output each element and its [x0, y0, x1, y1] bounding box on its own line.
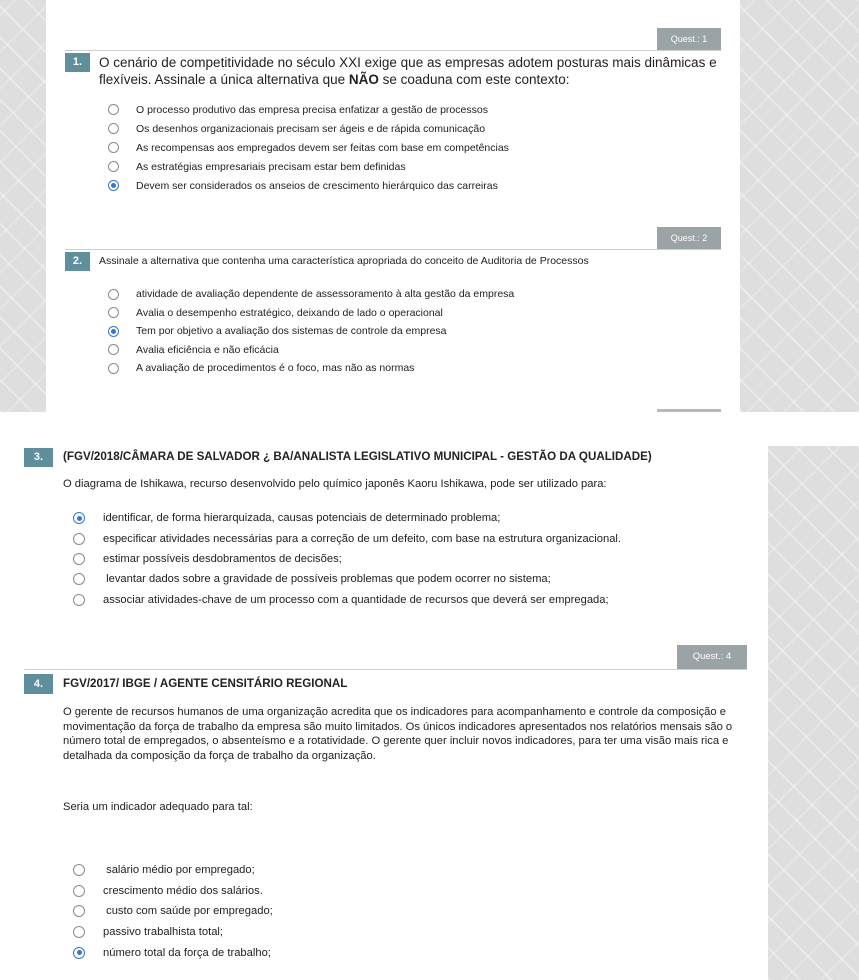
radio-button[interactable]: [73, 885, 85, 897]
question-4-option[interactable]: [73, 942, 273, 963]
next-tab-edge: [657, 409, 721, 412]
option-label: atividade de avaliação dependente de assessoramento à alta gestão da empresa: [136, 288, 515, 301]
question-4-option[interactable]: [73, 860, 273, 881]
radio-button[interactable]: [108, 307, 119, 318]
option-label: custo com saúde por empregado;: [103, 905, 273, 918]
question-1-tab: Quest.: 1: [657, 28, 721, 50]
question-3-number: 3.: [24, 448, 53, 467]
question-4-tab: Quest.: 4: [677, 645, 747, 669]
question-2-options: [108, 285, 514, 378]
radio-button[interactable]: [108, 344, 119, 355]
question-1-option[interactable]: [108, 100, 509, 119]
option-label: A avaliação de procedimentos é o foco, mas não as normas: [136, 362, 415, 375]
question-1-number: 1.: [65, 53, 90, 72]
question-1-prompt-emphasis: NÃO: [348, 72, 379, 87]
radio-button-selected[interactable]: [73, 512, 85, 524]
question-4-option[interactable]: [73, 922, 273, 943]
question-2-option[interactable]: [108, 322, 514, 341]
question-3-option[interactable]: [73, 508, 621, 528]
radio-button[interactable]: [73, 864, 85, 876]
question-1-option[interactable]: [108, 119, 509, 138]
question-2-number: 2.: [65, 252, 90, 271]
option-label: Avalia o desempenho estratégico, deixando de lado o operacional: [136, 306, 443, 319]
right-background-pattern-bottom: [768, 446, 859, 980]
question-4-option[interactable]: [73, 901, 273, 922]
option-label: salário médio por empregado;: [103, 864, 255, 877]
radio-button[interactable]: [108, 104, 119, 115]
question-3-title: (FGV/2018/CÂMARA DE SALVADOR ¿ BA/ANALISTA LEGISLATIVO MUNICIPAL - GESTÃO DA QUALIDADE): [63, 450, 652, 463]
right-background-pattern-top: [740, 0, 859, 412]
radio-button[interactable]: [108, 289, 119, 300]
question-1-prompt-text: O cenário de competitividade no século XXI exige que as empresas adotem posturas mais dinâmicas e flexíveis. Assinale a única alternativa que: [99, 55, 717, 87]
question-1-options: [108, 100, 509, 195]
radio-button[interactable]: [73, 594, 85, 606]
option-label: As recompensas aos empregados devem ser feitas com base em competências: [136, 141, 509, 154]
option-label: O processo produtivo das empresa precisa enfatizar a gestão de processos: [136, 103, 488, 116]
option-label: Avalia eficiência e não eficácia: [136, 343, 279, 356]
question-4-options: [73, 860, 273, 963]
option-label: Devem ser considerados os anseios de crescimento hierárquico das carreiras: [136, 179, 498, 192]
radio-button-selected[interactable]: [108, 180, 119, 191]
radio-button[interactable]: [73, 533, 85, 545]
question-2-prompt: Assinale a alternativa que contenha uma característica apropriada do conceito de Auditoria de Processos: [99, 255, 589, 267]
question-4-paragraph: O gerente de recursos humanos de uma organização acredita que os indicadores para acompanhamento e controle da composição e movimentação da força de trabalho da empresa são muito limitados. Os únicos indicadores apresentados nos relatórios mensais são o número total de empregados, o absenteísmo e a rotatividade. O gerente quer incluir novos indicadores, para ter uma visão mais rica e detalhada da composição da força de trabalho da organização.: [63, 706, 733, 762]
radio-button[interactable]: [73, 926, 85, 938]
option-label: As estratégias empresariais precisam estar bem definidas: [136, 160, 406, 173]
radio-button[interactable]: [108, 142, 119, 153]
question-1-option[interactable]: [108, 157, 509, 176]
question-3-option[interactable]: [73, 528, 621, 548]
option-label: Os desenhos organizacionais precisam ser ágeis e de rápida comunicação: [136, 122, 486, 135]
option-label: especificar atividades necessárias para a correção de um defeito, com base na estrutura organizacional.: [103, 532, 622, 545]
radio-button-selected[interactable]: [73, 947, 85, 959]
question-4-question: Seria um indicador adequado para tal:: [63, 801, 253, 813]
option-label: associar atividades-chave de um processo com a quantidade de recursos que deverá ser empregada;: [103, 593, 609, 606]
question-1-option[interactable]: [108, 138, 509, 157]
question-3-option[interactable]: [73, 549, 621, 569]
question-2-option[interactable]: [108, 341, 514, 360]
radio-button[interactable]: [108, 363, 119, 374]
question-4-panel: [0, 636, 768, 980]
radio-button[interactable]: [73, 573, 85, 585]
radio-button[interactable]: [108, 161, 119, 172]
question-1-divider: [65, 50, 721, 51]
question-2-option[interactable]: [108, 304, 514, 323]
option-label: identificar, de forma hierarquizada, causas potenciais de determinado problema;: [103, 512, 501, 525]
option-label: passivo trabalhista total;: [103, 926, 224, 939]
question-3-option[interactable]: [73, 590, 621, 610]
question-2-option[interactable]: [108, 359, 514, 378]
radio-button[interactable]: [73, 553, 85, 565]
option-label: Tem por objetivo a avaliação dos sistemas de controle da empresa: [136, 325, 447, 338]
option-label: crescimento médio dos salários.: [103, 884, 263, 897]
question-2-tab: Quest.: 2: [657, 227, 721, 249]
question-3-panel: [0, 446, 768, 636]
question-1-prompt-end: se coaduna com este contexto:: [378, 72, 570, 87]
question-3-option[interactable]: [73, 569, 621, 589]
question-1-prompt: [99, 54, 719, 88]
option-label: levantar dados sobre a gravidade de possíveis problemas que podem ocorrer no sistema;: [103, 573, 551, 586]
question-1-panel: [46, 0, 740, 412]
radio-button[interactable]: [108, 123, 119, 134]
left-background-pattern: [0, 0, 46, 412]
question-2-option[interactable]: [108, 285, 514, 304]
radio-button[interactable]: [73, 905, 85, 917]
question-3-prompt: O diagrama de Ishikawa, recurso desenvolvido pelo químico japonês Kaoru Ishikawa, pode ser utilizado para:: [63, 478, 607, 490]
question-2-divider: [65, 249, 721, 250]
option-label: número total da força de trabalho;: [103, 946, 271, 959]
question-3-options: [73, 508, 621, 610]
question-4-number: 4.: [24, 674, 53, 694]
radio-button-selected[interactable]: [108, 326, 119, 337]
option-label: estimar possíveis desdobramentos de decisões;: [103, 552, 342, 565]
question-1-option[interactable]: [108, 176, 509, 195]
question-4-divider: [24, 669, 747, 670]
question-4-option[interactable]: [73, 881, 273, 902]
question-4-title: FGV/2017/ IBGE / AGENTE CENSITÁRIO REGIONAL: [63, 677, 348, 690]
